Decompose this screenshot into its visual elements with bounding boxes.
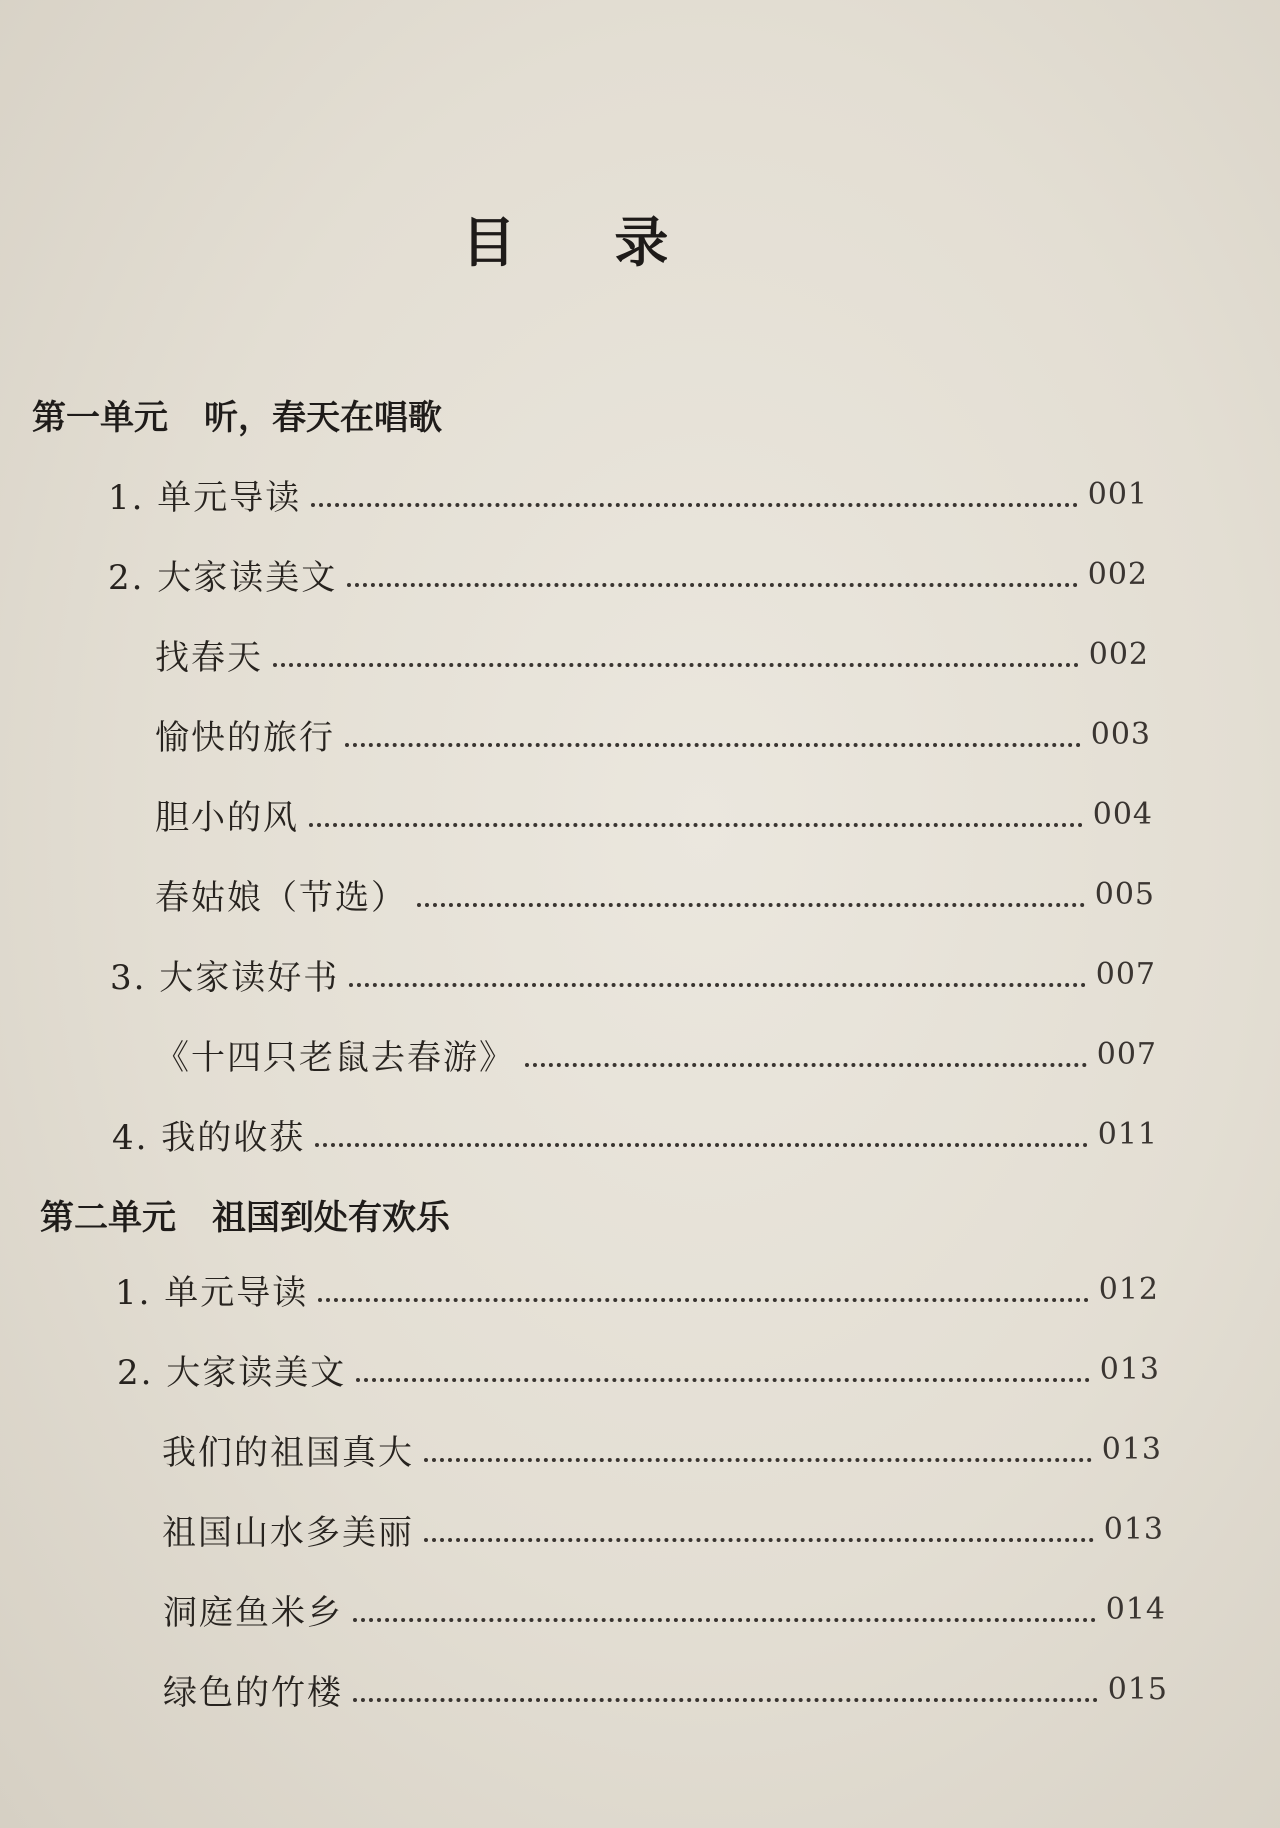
entry-label: 愉快的旅行 bbox=[155, 717, 335, 758]
dot-leader bbox=[315, 1129, 1087, 1147]
entry-label: 祖国山水多美丽 bbox=[162, 1512, 414, 1553]
entry-page-number: 003 bbox=[1090, 716, 1151, 752]
entry-page-number: 004 bbox=[1092, 796, 1153, 832]
dot-leader bbox=[318, 1284, 1088, 1302]
unit-name: 祖国到处有欢乐 bbox=[212, 1198, 450, 1238]
dot-leader bbox=[349, 969, 1085, 987]
toc-entry[interactable] bbox=[162, 1425, 1162, 1473]
toc-entry[interactable] bbox=[163, 1585, 1166, 1633]
toc-entry[interactable] bbox=[115, 1265, 1159, 1313]
entry-page-number: 012 bbox=[1098, 1271, 1159, 1307]
toc-entry[interactable] bbox=[155, 870, 1155, 918]
dot-leader bbox=[417, 889, 1085, 907]
entry-page-number: 007 bbox=[1096, 1036, 1157, 1072]
dot-leader bbox=[424, 1524, 1094, 1542]
entry-page-number: 014 bbox=[1105, 1591, 1166, 1627]
dot-leader bbox=[525, 1049, 1087, 1067]
entry-page-number: 002 bbox=[1087, 556, 1148, 592]
entry-label: 胆小的风 bbox=[155, 797, 299, 838]
entry-label: 1. 单元导读 bbox=[108, 477, 302, 518]
toc-entry[interactable] bbox=[112, 1110, 1158, 1158]
entry-page-number: 007 bbox=[1095, 956, 1156, 992]
dot-leader bbox=[309, 809, 1083, 827]
entry-page-number: 005 bbox=[1094, 876, 1155, 912]
entry-label: 2. 大家读美文 bbox=[117, 1352, 347, 1393]
toc-entry[interactable] bbox=[163, 1665, 1168, 1713]
entry-page-number: 013 bbox=[1099, 1351, 1160, 1387]
toc-entry[interactable] bbox=[108, 470, 1148, 518]
dot-leader bbox=[353, 1604, 1096, 1622]
toc-entry[interactable] bbox=[162, 1505, 1164, 1553]
dot-leader bbox=[424, 1444, 1092, 1462]
page-title: 目 录 bbox=[461, 210, 709, 274]
toc-entry[interactable] bbox=[155, 1030, 1157, 1078]
toc-entry[interactable] bbox=[155, 630, 1149, 678]
unit-number: 第二单元 bbox=[40, 1198, 176, 1238]
dot-leader bbox=[311, 489, 1077, 507]
unit-heading-2 bbox=[40, 1190, 450, 1239]
dot-leader bbox=[345, 729, 1081, 747]
dot-leader bbox=[353, 1684, 1098, 1702]
entry-page-number: 001 bbox=[1087, 476, 1148, 512]
entry-page-number: 013 bbox=[1101, 1431, 1162, 1467]
entry-label: 4. 我的收获 bbox=[112, 1117, 306, 1158]
entry-label: 2. 大家读美文 bbox=[108, 557, 338, 598]
toc-entry[interactable] bbox=[110, 950, 1156, 998]
toc-entry[interactable] bbox=[117, 1345, 1160, 1393]
entry-label: 我们的祖国真大 bbox=[162, 1432, 414, 1473]
entry-label: 《十四只老鼠去春游》 bbox=[155, 1037, 515, 1078]
entry-label: 找春天 bbox=[155, 637, 263, 678]
entry-label: 绿色的竹楼 bbox=[163, 1672, 343, 1713]
toc-entry[interactable] bbox=[155, 710, 1151, 758]
toc-entry[interactable] bbox=[155, 790, 1153, 838]
unit-name: 听，春天在唱歌 bbox=[204, 398, 442, 438]
dot-leader bbox=[273, 649, 1079, 667]
entry-page-number: 002 bbox=[1088, 636, 1149, 672]
entry-page-number: 013 bbox=[1103, 1511, 1164, 1547]
unit-number: 第一单元 bbox=[32, 398, 168, 438]
toc-entry[interactable] bbox=[108, 550, 1148, 598]
dot-leader bbox=[347, 569, 1077, 587]
entry-page-number: 011 bbox=[1097, 1116, 1158, 1152]
entry-label: 1. 单元导读 bbox=[115, 1272, 309, 1313]
entry-label: 洞庭鱼米乡 bbox=[163, 1592, 343, 1633]
unit-heading-1 bbox=[32, 390, 442, 439]
entry-label: 3. 大家读好书 bbox=[110, 957, 340, 998]
entry-label: 春姑娘（节选） bbox=[155, 877, 407, 918]
entry-page-number: 015 bbox=[1107, 1671, 1168, 1707]
dot-leader bbox=[356, 1364, 1089, 1382]
